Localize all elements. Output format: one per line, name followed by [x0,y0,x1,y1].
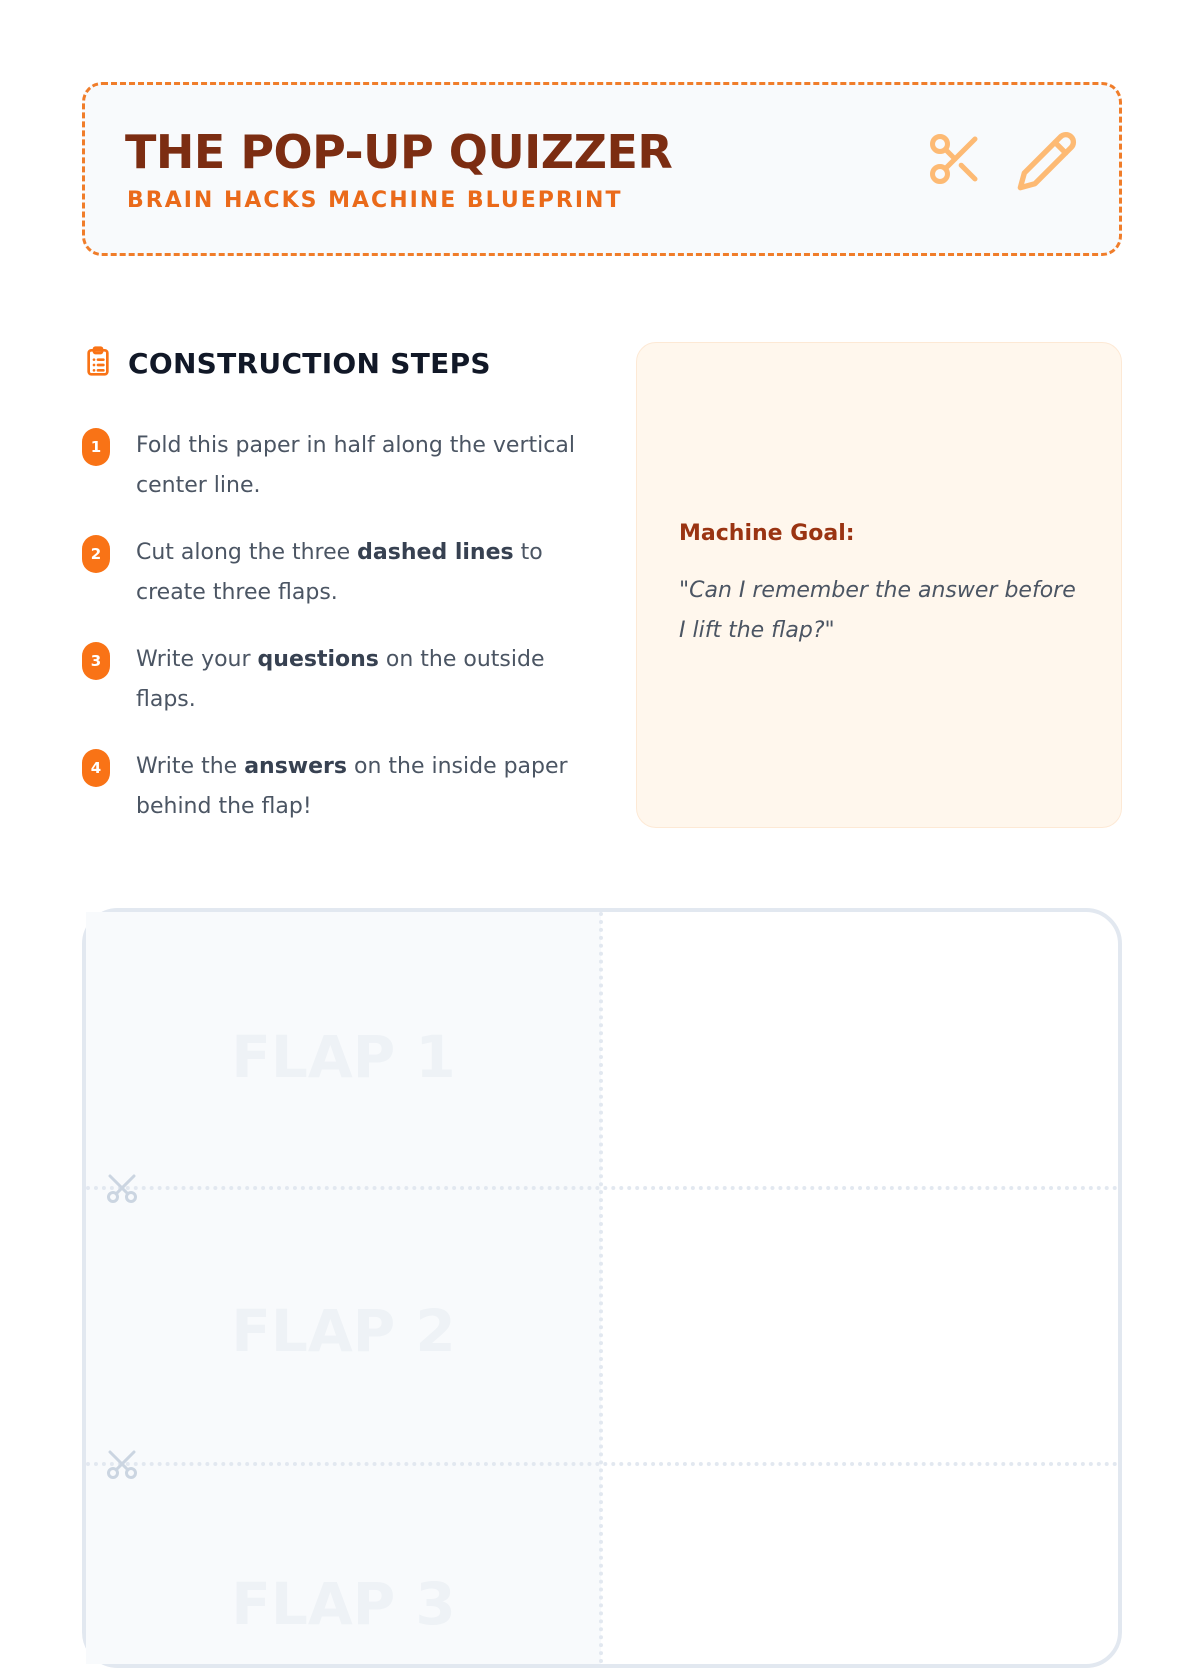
step-text-part: Write your [136,647,258,672]
goal-label: Machine Goal: [679,521,855,546]
flap-label-2: FLAP 2 [231,1297,456,1365]
cut-line-1 [86,1186,1118,1190]
steps-heading [82,338,602,388]
flap-label-3: FLAP 3 [231,1570,456,1638]
step-text-part: to create three flaps. [136,540,543,605]
step-item [82,640,602,747]
step-text [136,533,606,613]
step-number-badge: 4 [82,749,110,787]
page-title: THE POP-UP QUIZZER [125,125,673,179]
step-number-badge: 1 [82,428,110,466]
header-icons [925,129,1079,193]
page-subtitle: BRAIN HACKS MACHINE BLUEPRINT [127,188,623,213]
scissors-icon [104,1170,140,1210]
goal-quote: "Can I remember the answer before I lift the flap?" [679,578,1076,643]
step-text-emphasis: dashed lines [357,540,514,565]
title-banner [82,82,1122,256]
step-text-part: Cut along the three [136,540,358,565]
step-text-emphasis: answers [244,754,347,779]
scissors-icon [104,1446,140,1486]
step-text-part: on the inside paper behind the flap! [136,754,568,819]
flap-label-1: FLAP 1 [231,1023,456,1091]
step-text-part: Write the [136,754,245,779]
step-text [136,640,606,720]
flap-template [82,908,1122,1668]
step-number-badge: 2 [82,535,110,573]
construction-steps [82,338,602,819]
step-number-badge: 3 [82,642,110,680]
machine-goal-card [636,342,1122,828]
step-item [82,426,602,533]
steps-list [82,426,602,854]
step-text [136,747,606,827]
clipboard-icon [82,345,114,381]
cut-line-2 [86,1462,1118,1466]
pencil-icon [1015,129,1079,193]
step-text-part: on the outside flaps. [136,647,545,712]
step-text [136,426,606,506]
step-item [82,747,602,854]
step-item [82,533,602,640]
scissors-icon [925,129,985,193]
steps-heading-text: CONSTRUCTION STEPS [128,346,491,380]
step-text-emphasis: questions [257,647,379,672]
step-text-part: Fold this paper in half along the vertical center line. [136,433,575,498]
